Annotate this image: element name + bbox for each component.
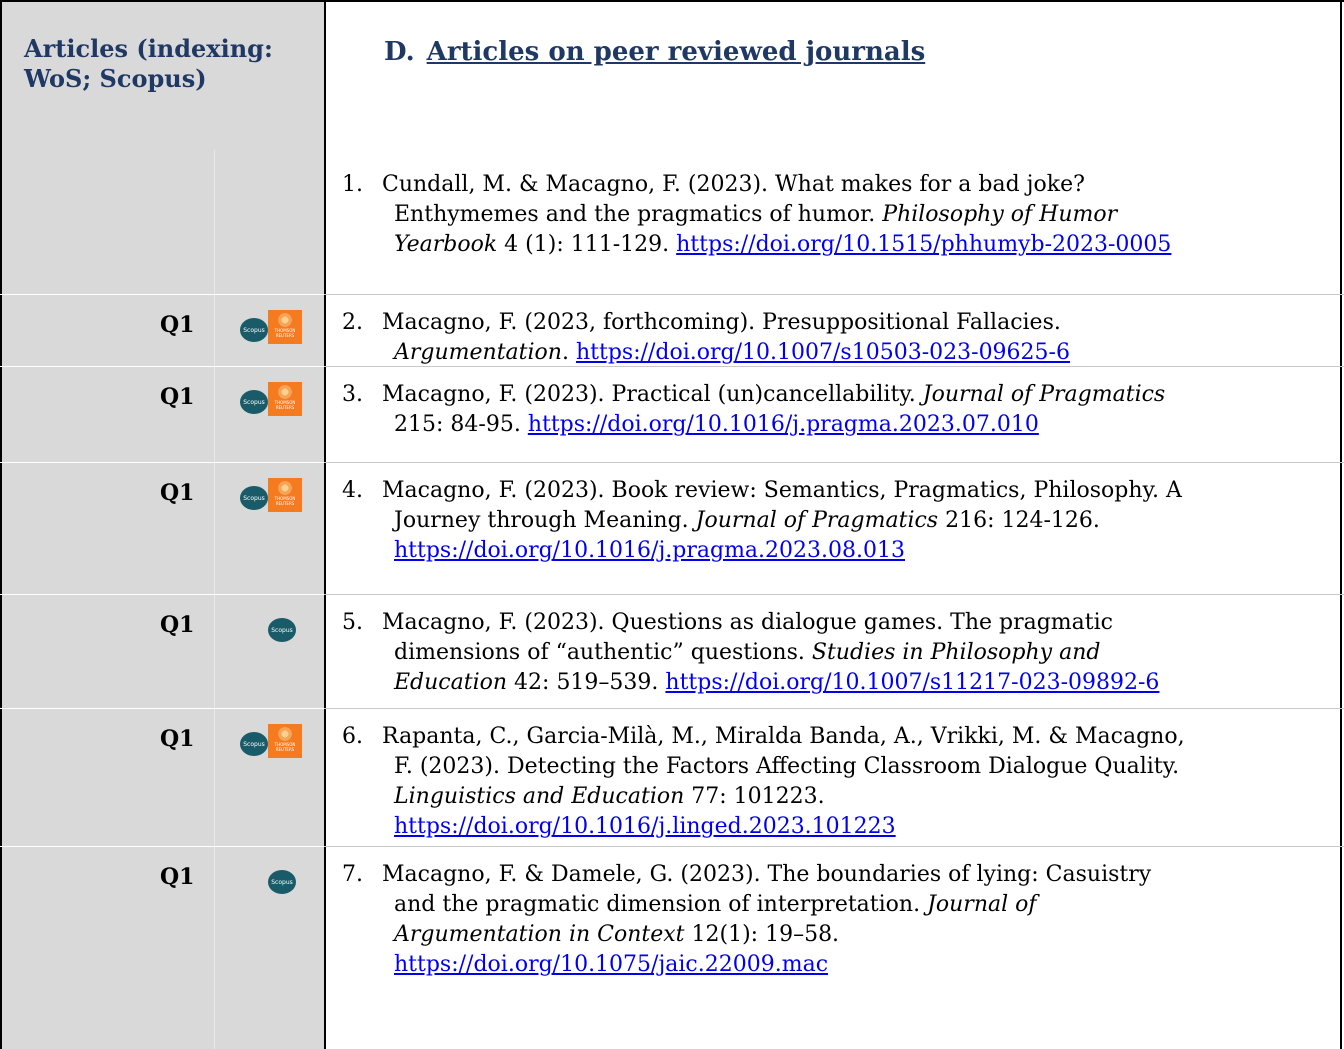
entry-number: 5. bbox=[342, 610, 363, 635]
tr-logo-text: THOMSON REUTERS bbox=[274, 328, 296, 338]
entry-text: . bbox=[561, 340, 576, 365]
doi-link[interactable]: https://doi.org/10.1515/phhumyb-2023-0005 bbox=[676, 232, 1172, 257]
scopus-logo-text: Scopus bbox=[243, 740, 265, 748]
column-divider bbox=[324, 0, 326, 1049]
scopus-logo-text: Scopus bbox=[271, 626, 293, 634]
section-title-text: Articles on peer reviewed journals bbox=[426, 37, 926, 67]
journal-name: Journal of Pragmatics bbox=[695, 508, 939, 533]
quartile-label: Q1 bbox=[160, 864, 195, 890]
top-border bbox=[0, 0, 1344, 2]
entry-text: F. (2023). Detecting the Factors Affecting Classroom Dialogue Quality. bbox=[394, 754, 1180, 779]
scopus-logo-text: Scopus bbox=[243, 326, 265, 334]
doi-link[interactable]: https://doi.org/10.1007/s11217-023-09892-6 bbox=[665, 670, 1160, 695]
article-entry bbox=[342, 308, 1332, 368]
tr-logo-text: THOMSON REUTERS bbox=[274, 742, 296, 752]
article-entry bbox=[342, 860, 1332, 980]
entry-number: 7. bbox=[342, 862, 363, 887]
row-separator bbox=[0, 846, 1344, 847]
entry-number: 6. bbox=[342, 724, 363, 749]
tr-logo-text: THOMSON REUTERS bbox=[274, 496, 296, 506]
journal-name: Linguistics and Education bbox=[394, 784, 685, 809]
scopus-logo-icon bbox=[240, 486, 268, 510]
entry-text: 12(1): 19–58. bbox=[684, 922, 840, 947]
entry-text: Cundall, M. & Macagno, F. (2023). What makes for a bad joke? bbox=[382, 172, 1085, 197]
entry-text: 216: 124-126. bbox=[938, 508, 1100, 533]
doi-link[interactable]: https://doi.org/10.1016/j.pragma.2023.08.013 bbox=[394, 538, 906, 563]
section-title bbox=[384, 36, 925, 68]
entry-text: dimensions of “authentic” questions. bbox=[394, 640, 812, 665]
entry-text: Journey through Meaning. bbox=[394, 508, 696, 533]
thomson-reuters-logo-icon bbox=[268, 478, 302, 512]
journal-name: Philosophy of Humor bbox=[882, 202, 1118, 227]
journal-name: Yearbook bbox=[394, 232, 498, 257]
entry-text: Enthymemes and the pragmatics of humor. bbox=[394, 202, 883, 227]
entry-number: 1. bbox=[342, 172, 363, 197]
journal-name: Argumentation in Context bbox=[394, 922, 685, 947]
entry-text: 215: 84-95. bbox=[394, 412, 528, 437]
scopus-logo-icon bbox=[240, 732, 268, 756]
entry-text: Macagno, F. (2023). Questions as dialogue games. The pragmatic bbox=[382, 610, 1113, 635]
entry-number: 3. bbox=[342, 382, 363, 407]
quartile-label: Q1 bbox=[160, 384, 195, 410]
article-entry bbox=[342, 722, 1332, 842]
entry-text: Macagno, F. & Damele, G. (2023). The boundaries of lying: Casuistry bbox=[382, 862, 1152, 887]
entry-text: Macagno, F. (2023). Practical (un)cancellability. bbox=[382, 382, 923, 407]
quartile-label: Q1 bbox=[160, 726, 195, 752]
journal-name: Studies in Philosophy and bbox=[811, 640, 1101, 665]
entry-number: 4. bbox=[342, 478, 363, 503]
scopus-logo-text: Scopus bbox=[243, 494, 265, 502]
entry-text: 77: 101223. bbox=[684, 784, 825, 809]
thomson-reuters-logo-icon bbox=[268, 382, 302, 416]
quartile-label: Q1 bbox=[160, 480, 195, 506]
entry-text: 42: 519–539. bbox=[507, 670, 666, 695]
doi-link[interactable]: https://doi.org/10.1007/s10503-023-09625-6 bbox=[575, 340, 1070, 365]
quartile-label: Q1 bbox=[160, 612, 195, 638]
section-letter: D. bbox=[384, 37, 415, 67]
entry-text: Macagno, F. (2023). Book review: Semantics, Pragmatics, Philosophy. A bbox=[382, 478, 1182, 503]
article-entry bbox=[342, 170, 1332, 260]
journal-name: Education bbox=[394, 670, 508, 695]
quartile-label: Q1 bbox=[160, 312, 195, 338]
scopus-logo-text: Scopus bbox=[271, 878, 293, 886]
row-separator bbox=[0, 708, 1344, 709]
entry-text: and the pragmatic dimension of interpretation. bbox=[394, 892, 928, 917]
scopus-logo-text: Scopus bbox=[243, 398, 265, 406]
row-separator bbox=[0, 294, 1344, 295]
scopus-logo-icon bbox=[268, 618, 296, 642]
entry-number: 2. bbox=[342, 310, 363, 335]
scopus-logo-icon bbox=[240, 390, 268, 414]
article-entry bbox=[342, 608, 1332, 698]
doi-link[interactable]: https://doi.org/10.1016/j.pragma.2023.07.010 bbox=[527, 412, 1039, 437]
journal-name: Argumentation bbox=[394, 340, 562, 365]
entry-text: Rapanta, C., Garcia-Milà, M., Miralda Banda, A., Vrikki, M. & Macagno, bbox=[382, 724, 1185, 749]
article-entry bbox=[342, 476, 1332, 566]
thomson-reuters-logo-icon bbox=[268, 310, 302, 344]
entry-text: 4 (1): 111-129. bbox=[497, 232, 677, 257]
thomson-reuters-logo-icon bbox=[268, 724, 302, 758]
left-inner-divider bbox=[214, 150, 215, 1049]
doi-link[interactable]: https://doi.org/10.1016/j.linged.2023.101223 bbox=[394, 814, 896, 839]
left-heading: Articles (indexing: WoS; Scopus) bbox=[24, 34, 273, 93]
row-separator bbox=[0, 594, 1344, 595]
tr-logo-text: THOMSON REUTERS bbox=[274, 400, 296, 410]
entry-text: Macagno, F. (2023, forthcoming). Presuppositional Fallacies. bbox=[382, 310, 1061, 335]
journal-name: Journal of bbox=[927, 892, 1037, 917]
article-entry bbox=[342, 380, 1332, 440]
doi-link[interactable]: https://doi.org/10.1075/jaic.22009.mac bbox=[394, 952, 829, 977]
scopus-logo-icon bbox=[240, 318, 268, 342]
scopus-logo-icon bbox=[268, 870, 296, 894]
row-separator bbox=[0, 462, 1344, 463]
journal-name: Journal of Pragmatics bbox=[922, 382, 1166, 407]
right-border bbox=[1340, 0, 1342, 1049]
